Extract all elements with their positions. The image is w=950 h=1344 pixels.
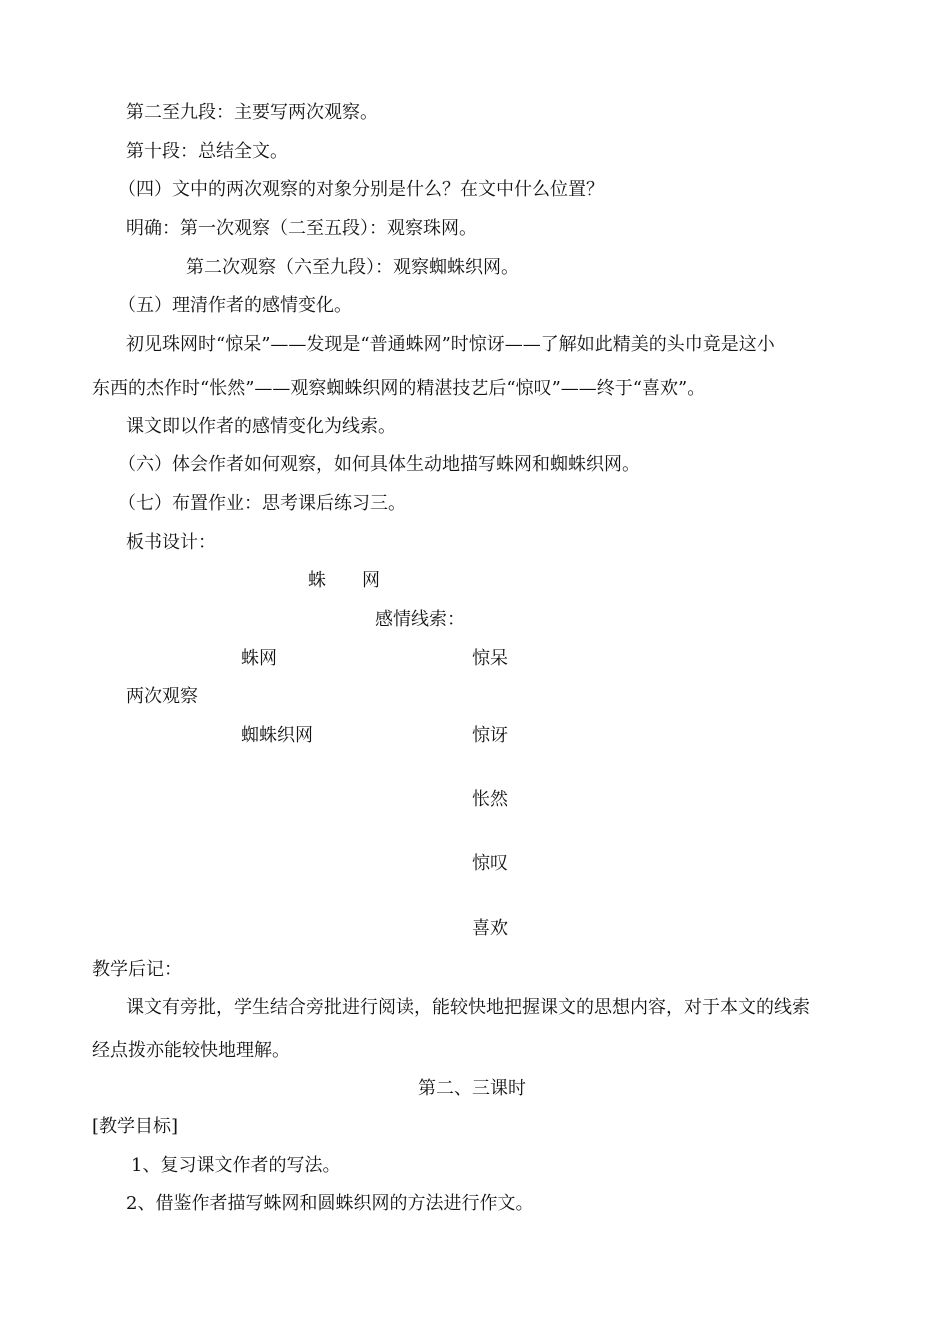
text-line: 初见珠网时“惊呆”——发现是“普通蛛网”时惊讶——了解如此精美的头巾竟是这小 [126, 334, 775, 355]
notes-heading: 教学后记： [92, 959, 182, 980]
text-line: 第十段：总结全文。 [126, 141, 288, 162]
board-observation-2: 蜘蛛织网 [241, 725, 313, 746]
board-emotion-2: 惊讶 [472, 725, 508, 746]
text-line: 课文即以作者的感情变化为线索。 [126, 416, 396, 437]
text-line: 第二至九段：主要写两次观察。 [126, 102, 378, 123]
text-line: 明确：第一次观察（二至五段）：观察珠网。 [126, 218, 477, 239]
goal-item-2: 2、借鉴作者描写蛛网和圆蛛织网的方法进行作文。 [126, 1193, 534, 1214]
board-emotion-3: 怅然 [472, 789, 508, 810]
notes-paragraph: 课文有旁批，学生结合旁批进行阅读，能较快地把握课文的思想内容，对于本文的线索 [126, 997, 810, 1018]
section-title: 第二、三课时 [418, 1078, 526, 1099]
board-title: 蛛 网 [308, 570, 380, 591]
board-emotion-5: 喜欢 [472, 918, 508, 939]
board-emotion-label: 感情线索： [375, 609, 465, 630]
board-emotion-1: 惊呆 [472, 648, 508, 669]
goal-item-1: 1、复习课文作者的写法。 [131, 1155, 341, 1176]
notes-paragraph-cont: 经点拨亦能较快地理解。 [92, 1040, 290, 1061]
text-line: 东西的杰作时“怅然”——观察蜘蛛织网的精湛技艺后“惊叹”——终于“喜欢”。 [92, 378, 706, 399]
text-line: 板书设计： [126, 532, 216, 553]
board-emotion-4: 惊叹 [472, 853, 508, 874]
text-line: （七）布置作业：思考课后练习三。 [118, 493, 406, 514]
board-observation-1: 蛛网 [241, 648, 277, 669]
text-line: （五）理清作者的感情变化。 [118, 295, 352, 316]
text-line: 第二次观察（六至九段）：观察蜘蛛织网。 [186, 257, 519, 278]
text-line: （四）文中的两次观察的对象分别是什么？在文中什么位置？ [118, 179, 604, 200]
board-left-label: 两次观察 [126, 686, 198, 707]
goals-heading: [教学目标] [92, 1116, 179, 1137]
text-line: （六）体会作者如何观察，如何具体生动地描写蛛网和蜘蛛织网。 [118, 454, 640, 475]
